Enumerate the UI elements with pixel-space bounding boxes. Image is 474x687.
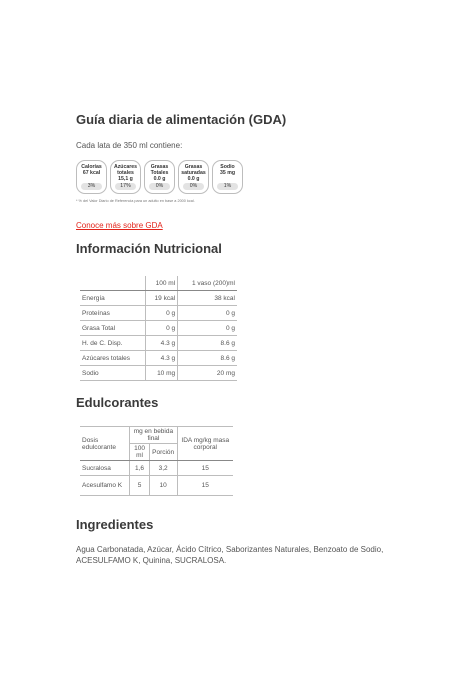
table-row: Sodio 10 mg 20 mg (80, 366, 237, 381)
table-header-row: 100 ml 1 vaso (200)ml (80, 276, 237, 291)
table-row: Grasa Total 0 g 0 g (80, 321, 237, 336)
table-header-row: Dosis edulcorante mg en bebida final IDA mg/kg masa corporal (80, 427, 233, 444)
gda-badge-grasas-saturadas: Grasas saturadas 0.0 g 0% (178, 160, 209, 194)
gda-badge-azucares: Azúcares totales 15,1 g 17% (110, 160, 141, 194)
gda-footnote: * % del Valor Diario de Referencia para un adulto en base a 2000 kcal. (76, 199, 195, 203)
gda-badges (76, 160, 243, 194)
table-row: Proteínas 0 g 0 g (80, 306, 237, 321)
nutrition-table (80, 276, 237, 381)
ingredients-line-2: ACESULFAMO K, Quinina, SUCRALOSA. (76, 556, 227, 565)
table-row: Acesulfamo K 5 10 15 (80, 476, 233, 496)
table-header-row: 100 ml Porción (80, 444, 233, 461)
table-row: H. de C. Disp. 4.3 g 8.6 g (80, 336, 237, 351)
ingredients-line-1: Agua Carbonatada, Azúcar, Ácido Cítrico, Saborizantes Naturales, Benzoato de Sodio, (76, 545, 384, 554)
table-row: Energía 19 kcal 38 kcal (80, 291, 237, 306)
ingredients-title: Ingredientes (76, 517, 154, 532)
table-row: Azúcares totales 4.3 g 8.6 g (80, 351, 237, 366)
gda-info-link[interactable]: Conoce más sobre GDA (76, 221, 163, 230)
nutrition-title: Información Nutricional (76, 241, 222, 256)
gda-badge-sodio: Sodio 35 mg 1% (212, 160, 243, 194)
table-row: Sucralosa 1,6 3,2 15 (80, 461, 233, 476)
gda-badge-grasas-totales: Grasas Totales 0.0 g 0% (144, 160, 175, 194)
gda-title: Guía diaria de alimentación (GDA) (76, 112, 287, 127)
gda-badge-calorias: Calorías 67 kcal 3% (76, 160, 107, 194)
gda-intro: Cada lata de 350 ml contiene: (76, 141, 183, 150)
sweeteners-table (80, 426, 233, 496)
sweeteners-title: Edulcorantes (76, 395, 159, 410)
